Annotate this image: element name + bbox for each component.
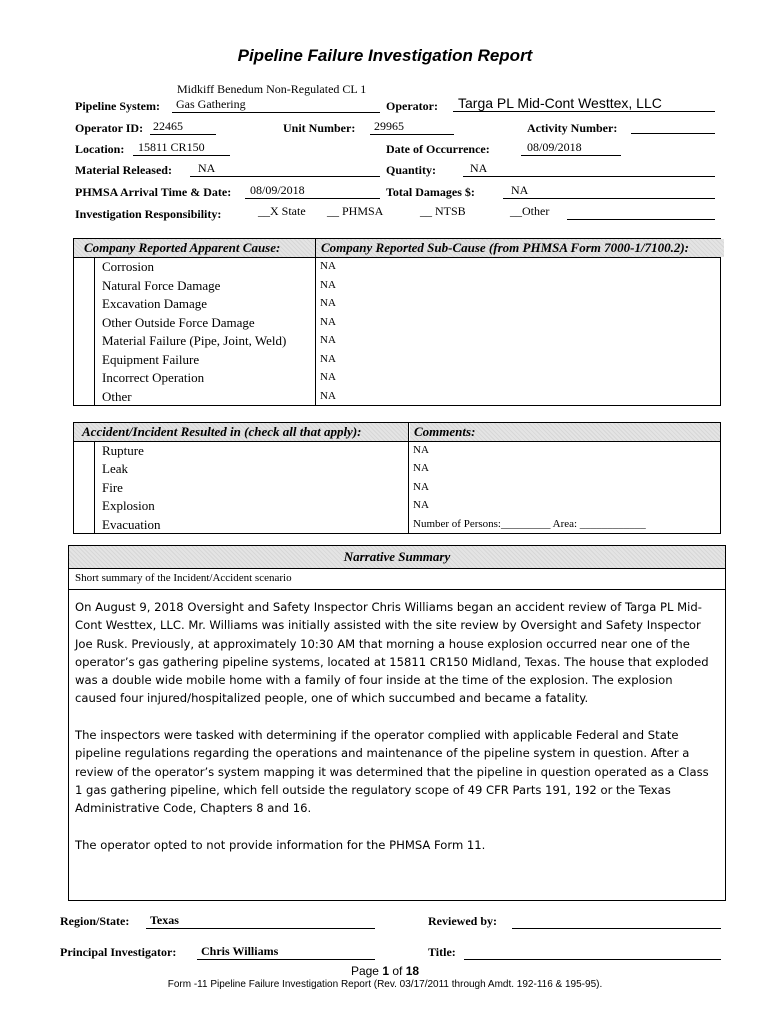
quantity-value: NA <box>470 161 488 175</box>
pipeline-system-label: Pipeline System: <box>75 99 160 113</box>
page-current: 1 <box>382 964 389 978</box>
operator-id-value: 22465 <box>153 119 183 133</box>
result-checkbox[interactable] <box>74 460 94 478</box>
investigator-label: Principal Investigator: <box>60 945 177 959</box>
damages-field[interactable] <box>503 183 715 199</box>
sub-cause-value[interactable]: NA <box>320 278 336 291</box>
result-checkbox[interactable] <box>74 442 94 460</box>
narrative-paragraph: The operator opted to not provide information for the PHMSA Form 11. <box>75 837 486 852</box>
result-header-right: Comments: <box>410 423 720 441</box>
sub-cause-value[interactable]: NA <box>320 260 336 272</box>
reviewed-label: Reviewed by: <box>428 914 497 928</box>
arrival-label: PHMSA Arrival Time & Date: <box>75 185 232 199</box>
unit-number-label: Unit Number: <box>283 121 356 135</box>
result-label: Evacuation <box>102 516 161 532</box>
material-value: NA <box>198 161 216 175</box>
page-number <box>0 964 770 978</box>
cause-label: Natural Force Damage <box>102 277 221 293</box>
arrival-field[interactable] <box>245 183 380 199</box>
narrative-header-divider <box>69 568 725 569</box>
page-title: Pipeline Failure Investigation Report <box>237 46 533 65</box>
activity-number-label: Activity Number: <box>527 121 618 135</box>
result-label: Fire <box>102 479 123 495</box>
cause-label: Corrosion <box>102 259 154 274</box>
page-of: of <box>389 964 406 978</box>
pipeline-system-value: Gas Gathering <box>176 97 246 111</box>
quantity-label: Quantity: <box>386 163 437 177</box>
cause-checkbox[interactable] <box>74 351 94 370</box>
date-occurrence-label: Date of Occurrence: <box>386 142 490 156</box>
result-label: Rupture <box>102 443 144 458</box>
cause-header-right: Company Reported Sub-Cause (from PHMSA Form 7000-1/7100.2): <box>317 239 724 257</box>
result-label: Explosion <box>102 498 155 514</box>
arrival-value: 08/09/2018 <box>250 183 305 197</box>
investigator-field[interactable] <box>197 944 375 960</box>
location-field[interactable] <box>133 140 230 156</box>
sub-cause-value[interactable]: NA <box>320 371 336 383</box>
location-label: Location: <box>75 142 125 156</box>
resp-other-field[interactable] <box>567 204 715 220</box>
reviewed-field[interactable] <box>512 913 721 929</box>
result-comment[interactable]: Number of Persons:_________ Area: ____________ <box>413 517 646 530</box>
material-label: Material Released: <box>75 163 172 177</box>
pipeline-system-line1: Midkiff Benedum Non-Regulated CL 1 <box>177 82 367 96</box>
sub-cause-value[interactable]: NA <box>320 297 336 309</box>
cause-checkbox[interactable] <box>74 369 94 388</box>
page-total: 18 <box>405 964 420 978</box>
region-label: Region/State: <box>60 914 130 928</box>
resp-ntsb-checkbox[interactable]: __ NTSB <box>420 204 466 218</box>
cause-label: Excavation Damage <box>102 296 208 311</box>
cause-table <box>73 238 721 406</box>
date-occurrence-field[interactable] <box>521 140 621 156</box>
narrative-box <box>68 545 726 901</box>
pipeline-system-field[interactable] <box>172 97 380 113</box>
narrative-header: Narrative Summary <box>69 546 725 568</box>
operator-id-field[interactable] <box>150 119 216 135</box>
narrative-text[interactable] <box>75 598 715 872</box>
unit-number-value: 29965 <box>374 119 404 133</box>
title-field[interactable] <box>464 944 721 960</box>
region-field[interactable] <box>146 913 375 929</box>
narrative-subtitle: Short summary of the Incident/Accident scenario <box>75 572 292 584</box>
result-comment[interactable]: NA <box>413 480 429 493</box>
cause-checkbox[interactable] <box>74 295 94 314</box>
header-divider <box>74 257 720 258</box>
cause-checkbox[interactable] <box>74 388 94 407</box>
title-label: Title: <box>428 945 456 959</box>
sub-cause-value[interactable]: NA <box>320 315 336 328</box>
cause-label: Other Outside Force Damage <box>102 314 255 330</box>
header-divider <box>74 441 720 442</box>
cause-checkbox[interactable] <box>74 277 94 296</box>
region-value: Texas <box>150 913 179 927</box>
operator-id-label: Operator ID: <box>75 121 144 135</box>
page-prefix: Page <box>350 964 383 978</box>
narrative-paragraph: The inspectors were tasked with determining if the operator complied with applicable Federal and State pipeline regulations regarding the operations and maintenance of the pipeline system in question. After a review of the operator’s system mapping it was determined that the pipeline in question operated as a Class 1 gas gathering pipeline, which fell outside the regulatory scope of 49 CFR Parts 191, 192 or the Texas Administrative Code, Chapters 8 and 16. <box>75 728 709 816</box>
cause-checkbox[interactable] <box>74 332 94 351</box>
checkbox-column-divider <box>94 257 95 405</box>
responsibility-label: Investigation Responsibility: <box>75 207 222 221</box>
result-comment[interactable]: NA <box>413 499 429 512</box>
cause-label: Equipment Failure <box>102 351 200 367</box>
checkbox-column-divider <box>94 441 95 533</box>
column-divider <box>408 423 409 533</box>
cause-label: Incorrect Operation <box>102 370 205 385</box>
result-checkbox[interactable] <box>74 479 94 497</box>
cause-header-left: Company Reported Apparent Cause: <box>74 239 320 257</box>
resp-phmsa-checkbox[interactable]: __ PHMSA <box>327 204 384 218</box>
resp-state-checkbox[interactable]: __X State <box>258 204 306 218</box>
damages-value: NA <box>511 183 529 197</box>
activity-number-field[interactable] <box>631 119 715 134</box>
cause-checkbox[interactable] <box>74 314 94 333</box>
narrative-paragraph: On August 9, 2018 Oversight and Safety Inspector Chris Williams began an accident review of Targa PL Mid-Cont Westtex, LLC. Mr. Williams was initially assisted with the site review by Oversight and Safety Inspector Joe Rusk. Previously, at approximately 10:30 AM that morning a house explosion occurred near one of the operator’s gas gathering pipeline systems, located at 15811 CR150 Midland, Texas. The house that exploded was a double wide mobile home with a family of four inside at the time of the explosion. The explosion caused four injured/hospitalized people, one of which succumbed and became a fatality. <box>75 600 709 706</box>
result-comment[interactable]: NA <box>413 462 429 475</box>
location-value: 15811 CR150 <box>138 140 205 154</box>
cause-label: Other <box>102 388 132 404</box>
unit-number-field[interactable] <box>370 119 454 135</box>
narrative-subtitle-divider <box>69 589 725 590</box>
result-checkbox[interactable] <box>74 516 94 534</box>
result-table <box>73 422 721 534</box>
result-header-left: Accident/Incident Resulted in (check all that apply): <box>74 423 408 441</box>
sub-cause-value[interactable]: NA <box>320 352 336 365</box>
result-label: Leak <box>102 461 128 477</box>
column-divider <box>315 239 316 405</box>
operator-field[interactable] <box>453 95 715 112</box>
resp-other-checkbox[interactable]: __Other <box>510 204 550 218</box>
result-comment[interactable]: NA <box>413 444 429 456</box>
operator-value: Targa PL Mid-Cont Westtex, LLC <box>458 95 662 111</box>
cause-label: Material Failure (Pipe, Joint, Weld) <box>102 333 287 348</box>
sub-cause-value[interactable]: NA <box>320 334 336 346</box>
form-note: Form -11 Pipeline Failure Investigation Report (Rev. 03/17/2011 through Amdt. 192-116 & 195-95). <box>167 979 603 990</box>
damages-label: Total Damages $: <box>386 185 475 199</box>
quantity-field[interactable] <box>463 161 715 177</box>
sub-cause-value[interactable]: NA <box>320 389 336 402</box>
result-checkbox[interactable] <box>74 497 94 515</box>
operator-label: Operator: <box>386 99 438 113</box>
date-occurrence-value: 08/09/2018 <box>527 140 582 154</box>
material-field[interactable] <box>190 161 380 177</box>
cause-checkbox[interactable] <box>74 258 94 277</box>
investigator-value: Chris Williams <box>201 944 279 958</box>
